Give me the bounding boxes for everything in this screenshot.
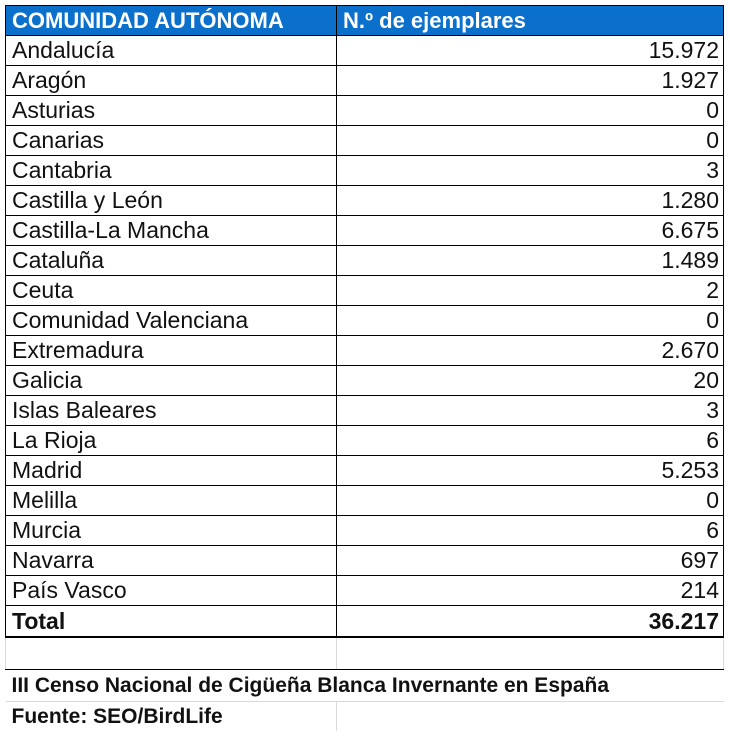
region-cell: Cataluña	[6, 246, 337, 276]
count-cell: 697	[337, 546, 724, 576]
table-row	[6, 66, 724, 96]
table-row	[6, 456, 724, 486]
table-row	[6, 546, 724, 576]
count-cell: 6	[337, 426, 724, 456]
region-cell: Canarias	[6, 126, 337, 156]
count-cell: 6.675	[337, 216, 724, 246]
column-header-region: COMUNIDAD AUTÓNOMA	[6, 6, 337, 36]
table-row	[6, 156, 724, 186]
region-cell: Aragón	[6, 66, 337, 96]
table-row	[6, 96, 724, 126]
table-row	[6, 216, 724, 246]
table-row	[6, 126, 724, 156]
region-cell: País Vasco	[6, 576, 337, 606]
table-row	[6, 336, 724, 366]
region-cell: Extremadura	[6, 336, 337, 366]
total-label: Total	[6, 606, 337, 638]
table-row	[6, 576, 724, 606]
table-row	[6, 186, 724, 216]
census-title: III Censo Nacional de Cigüeña Blanca Invernante en España	[6, 670, 724, 702]
census-table	[5, 5, 724, 731]
source-row	[6, 702, 724, 732]
region-cell: Andalucía	[6, 36, 337, 66]
count-cell: 0	[337, 306, 724, 336]
count-cell: 2.670	[337, 336, 724, 366]
region-cell: Castilla y León	[6, 186, 337, 216]
table-row	[6, 396, 724, 426]
count-cell: 1.280	[337, 186, 724, 216]
table-row	[6, 516, 724, 546]
column-header-count: N.º de ejemplares	[337, 6, 724, 36]
count-cell: 0	[337, 126, 724, 156]
region-cell: Murcia	[6, 516, 337, 546]
table-row	[6, 306, 724, 336]
count-cell: 20	[337, 366, 724, 396]
count-cell: 3	[337, 156, 724, 186]
count-cell: 0	[337, 486, 724, 516]
table-row	[6, 36, 724, 66]
region-cell: Navarra	[6, 546, 337, 576]
table-row	[6, 486, 724, 516]
region-cell: Madrid	[6, 456, 337, 486]
blank-cell	[6, 637, 337, 670]
count-cell: 1.927	[337, 66, 724, 96]
source-empty-cell	[337, 702, 724, 732]
count-cell: 5.253	[337, 456, 724, 486]
count-cell: 0	[337, 96, 724, 126]
table-row	[6, 366, 724, 396]
total-row	[6, 606, 724, 638]
table-row	[6, 246, 724, 276]
table-row	[6, 426, 724, 456]
source-text: Fuente: SEO/BirdLife	[6, 702, 337, 732]
region-cell: La Rioja	[6, 426, 337, 456]
region-cell: Cantabria	[6, 156, 337, 186]
blank-row	[6, 637, 724, 670]
region-cell: Islas Baleares	[6, 396, 337, 426]
count-cell: 214	[337, 576, 724, 606]
count-cell: 1.489	[337, 246, 724, 276]
table-row	[6, 276, 724, 306]
census-title-row	[6, 670, 724, 702]
region-cell: Ceuta	[6, 276, 337, 306]
region-cell: Comunidad Valenciana	[6, 306, 337, 336]
count-cell: 15.972	[337, 36, 724, 66]
count-cell: 2	[337, 276, 724, 306]
count-cell: 6	[337, 516, 724, 546]
header-row	[6, 6, 724, 36]
region-cell: Castilla-La Mancha	[6, 216, 337, 246]
census-sheet	[5, 5, 723, 731]
region-cell: Asturias	[6, 96, 337, 126]
region-cell: Galicia	[6, 366, 337, 396]
region-cell: Melilla	[6, 486, 337, 516]
blank-cell	[337, 637, 724, 670]
count-cell: 3	[337, 396, 724, 426]
total-count: 36.217	[337, 606, 724, 638]
